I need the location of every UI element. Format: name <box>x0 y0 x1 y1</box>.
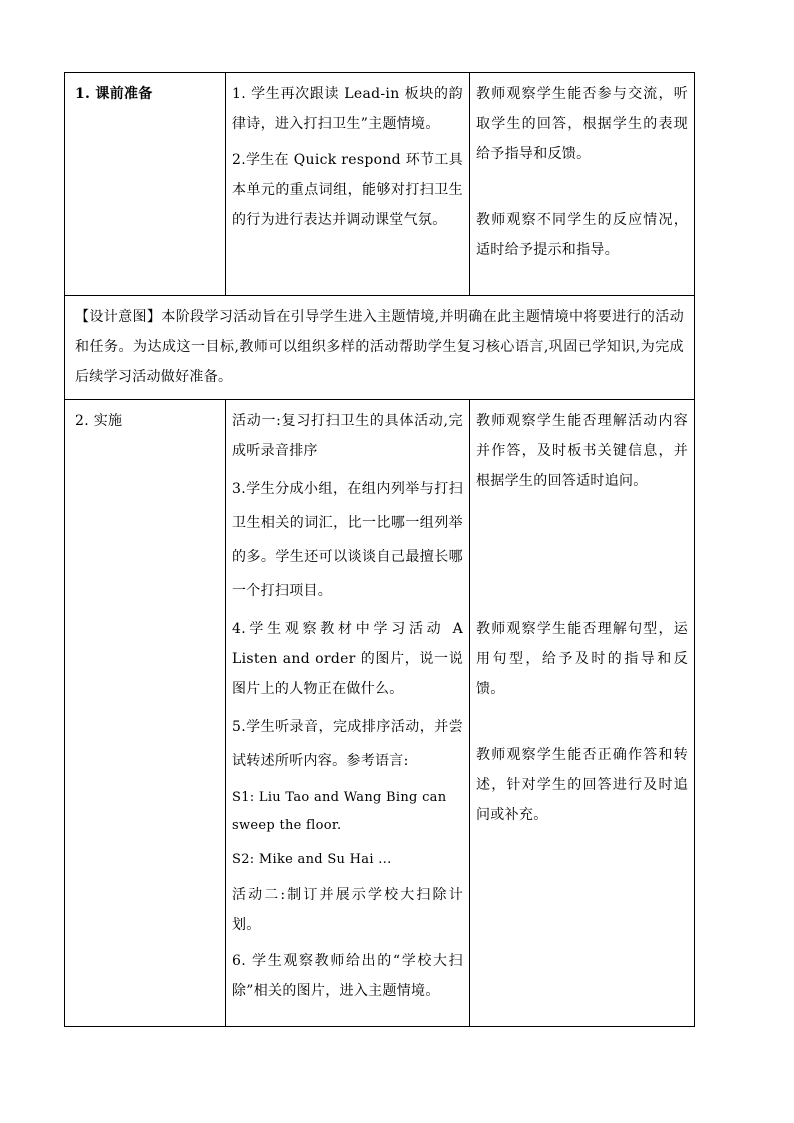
assessment-text: 教师观察学生能否理解句型，运用句型，给予及时的指导和反馈。 <box>476 621 688 697</box>
activity-text: 6. 学生观察教师给出的“学校大扫除”相关的图片，进入主题情境。 <box>232 953 463 999</box>
activity-text: 活动一:复习打扫卫生的具体活动,完成听录音排序 <box>232 413 463 459</box>
table-row <box>65 400 695 1027</box>
assessment-text: 教师观察不同学生的反应情况，适时给予提示和指导。 <box>476 212 688 258</box>
activity-text: 1. 学生再次跟读 Lead-in 板块的韵律诗，进入打扫卫生”主题情境。 <box>232 86 463 132</box>
activity-text: S2: Mike and Su Hai ... <box>232 852 392 867</box>
activity-text: 活动二:制订并展示学校大扫除计划。 <box>232 887 463 933</box>
stage-cell <box>65 73 226 296</box>
stage-label: 2. 实施 <box>75 413 123 429</box>
stage-cell <box>65 400 226 1027</box>
activity-text: 2.学生在 Quick respond 环节工具本单元的重点词组，能够对打扫卫生的行为进行表达并调动课堂气氛。 <box>232 152 463 228</box>
activity-text: 4.学生观察教材中学习活动 A Listen and order 的图片，说一说图片上的人物正在做什么。 <box>232 621 463 697</box>
assessment-text: 教师观察学生能否参与交流，听取学生的回答，根据学生的表现给予指导和反馈。 <box>476 86 688 162</box>
design-intent-cell <box>65 296 695 400</box>
table-row <box>65 296 695 400</box>
activities-cell <box>226 400 470 1027</box>
activity-text: S1: Liu Tao and Wang Bing can sweep the floor. <box>232 790 447 833</box>
assessment-text: 教师观察学生能否理解活动内容并作答，及时板书关键信息，并根据学生的回答适时追问。 <box>476 413 688 489</box>
activities-cell <box>226 73 470 296</box>
assessment-cell <box>470 400 695 1027</box>
table-row <box>65 73 695 296</box>
assessment-cell <box>470 73 695 296</box>
activity-text: 3.学生分成小组，在组内列举与打扫卫生相关的词汇，比一比哪一组列举的多。学生还可以谈谈自己最擅长哪一个打扫项目。 <box>232 481 463 599</box>
design-intent-text: 【设计意图】本阶段学习活动旨在引导学生进入主题情境,并明确在此主题情境中将要进行的活动和任务。为达成这一目标,教师可以组织多样的活动帮助学生复习核心语言,巩固已学知识,为完成后续学习活动做好准备。 <box>75 309 684 385</box>
stage-label: 1. 课前准备 <box>75 86 153 102</box>
lesson-plan-table <box>64 72 695 1027</box>
assessment-text: 教师观察学生能否正确作答和转述，针对学生的回答进行及时追问或补充。 <box>476 747 688 823</box>
activity-text: 5.学生听录音，完成排序活动，并尝试转述所听内容。参考语言: <box>232 719 463 769</box>
